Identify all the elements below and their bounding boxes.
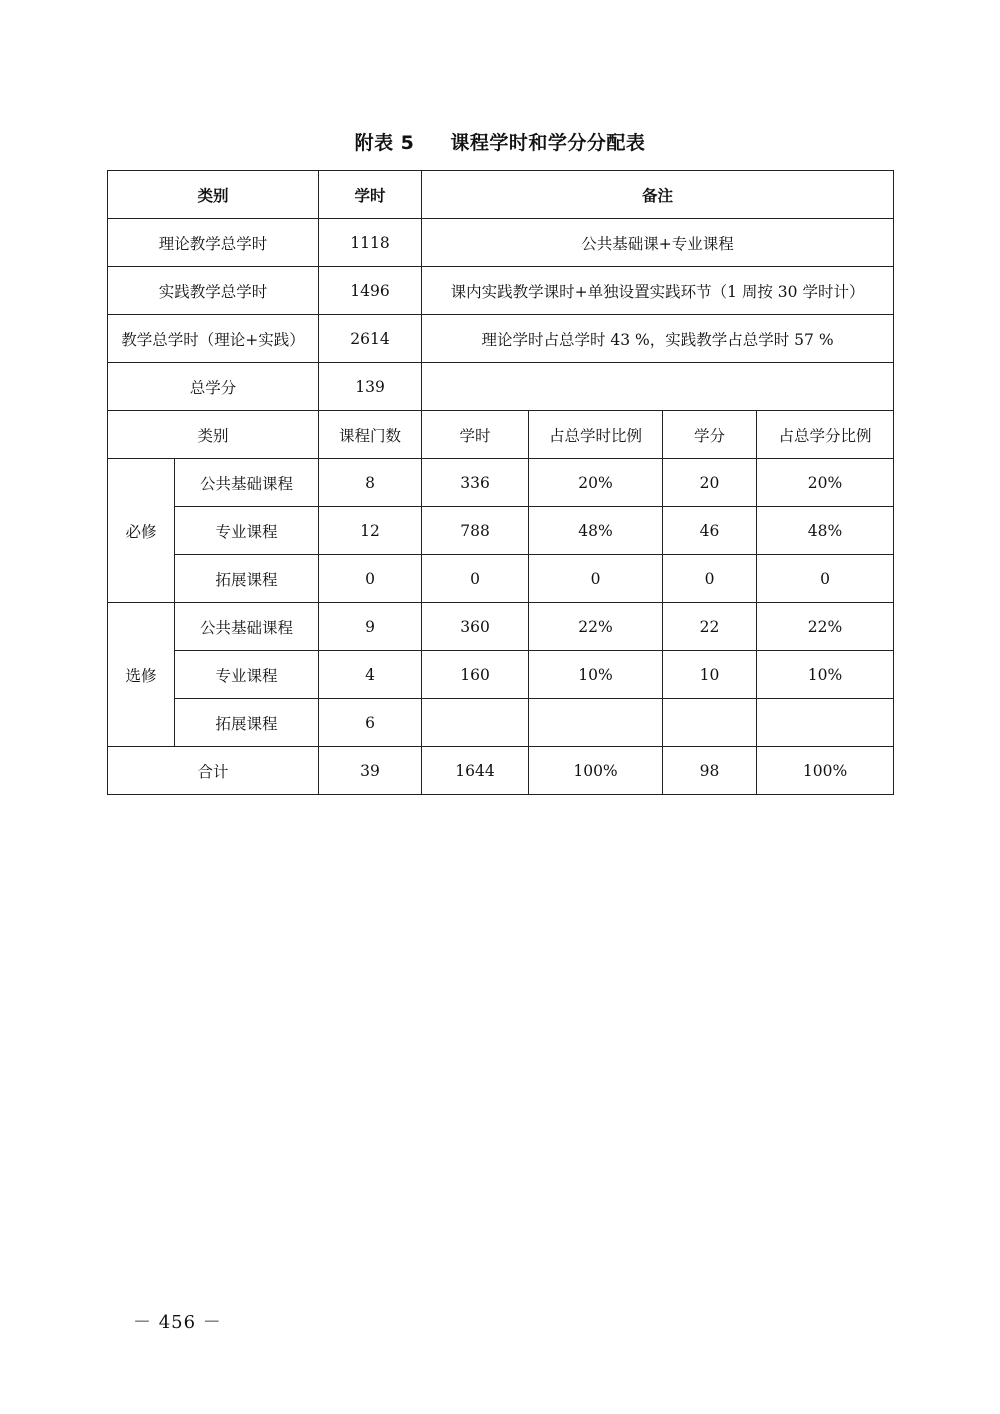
course-type: 公共基础课程 xyxy=(175,459,319,507)
detail-header-credits: 学分 xyxy=(663,411,757,459)
detail-row xyxy=(108,555,894,603)
summary-header-notes: 备注 xyxy=(422,171,894,219)
course-count: 12 xyxy=(319,507,422,555)
summary-note: 理论学时占总学时 43 %，实践教学占总学时 57 % xyxy=(422,315,894,363)
detail-header-category: 类别 xyxy=(108,411,319,459)
summary-header-hours: 学时 xyxy=(319,171,422,219)
course-hours: 788 xyxy=(422,507,529,555)
summary-note xyxy=(422,363,894,411)
summary-value: 1496 xyxy=(319,267,422,315)
course-hours-ratio xyxy=(529,699,663,747)
detail-row xyxy=(108,603,894,651)
group-label-required: 必修 xyxy=(108,459,175,603)
summary-header-row xyxy=(108,171,894,219)
total-count: 39 xyxy=(319,747,422,795)
detail-header-hours-ratio: 占总学时比例 xyxy=(529,411,663,459)
summary-row xyxy=(108,315,894,363)
detail-row xyxy=(108,651,894,699)
course-hours-ratio: 48% xyxy=(529,507,663,555)
course-credits xyxy=(663,699,757,747)
summary-value: 1118 xyxy=(319,219,422,267)
summary-row xyxy=(108,219,894,267)
course-type: 专业课程 xyxy=(175,651,319,699)
detail-row xyxy=(108,459,894,507)
summary-note: 课内实践教学课时+单独设置实践环节（1 周按 30 学时计） xyxy=(422,267,894,315)
detail-header-row xyxy=(108,411,894,459)
course-count: 6 xyxy=(319,699,422,747)
course-hours: 336 xyxy=(422,459,529,507)
total-row xyxy=(108,747,894,795)
summary-label: 理论教学总学时 xyxy=(108,219,319,267)
summary-value: 2614 xyxy=(319,315,422,363)
course-credits: 46 xyxy=(663,507,757,555)
table-title-text: 课程学时和学分分配表 xyxy=(450,132,646,154)
total-label: 合计 xyxy=(108,747,319,795)
course-hours: 160 xyxy=(422,651,529,699)
detail-header-hours: 学时 xyxy=(422,411,529,459)
course-hours: 360 xyxy=(422,603,529,651)
course-type: 拓展课程 xyxy=(175,699,319,747)
course-credits-ratio: 0 xyxy=(757,555,894,603)
total-hours-ratio: 100% xyxy=(529,747,663,795)
summary-row xyxy=(108,267,894,315)
course-credits-ratio: 20% xyxy=(757,459,894,507)
total-credits-ratio: 100% xyxy=(757,747,894,795)
table-title xyxy=(0,128,1000,155)
course-credits: 10 xyxy=(663,651,757,699)
summary-value: 139 xyxy=(319,363,422,411)
total-credits: 98 xyxy=(663,747,757,795)
course-credits-ratio: 10% xyxy=(757,651,894,699)
summary-header-category: 类别 xyxy=(108,171,319,219)
summary-row xyxy=(108,363,894,411)
course-type: 拓展课程 xyxy=(175,555,319,603)
summary-label: 教学总学时（理论+实践） xyxy=(108,315,319,363)
course-count: 9 xyxy=(319,603,422,651)
table-title-prefix: 附表 5 xyxy=(354,132,415,154)
course-credits: 20 xyxy=(663,459,757,507)
summary-label: 实践教学总学时 xyxy=(108,267,319,315)
summary-label: 总学分 xyxy=(108,363,319,411)
course-credits: 22 xyxy=(663,603,757,651)
course-hours-ratio: 10% xyxy=(529,651,663,699)
course-count: 0 xyxy=(319,555,422,603)
page-number: － 456 － xyxy=(133,1312,222,1333)
course-credits-ratio: 22% xyxy=(757,603,894,651)
course-hours-ratio: 0 xyxy=(529,555,663,603)
detail-header-credits-ratio: 占总学分比例 xyxy=(757,411,894,459)
course-credits-ratio xyxy=(757,699,894,747)
detail-row xyxy=(108,699,894,747)
course-count: 4 xyxy=(319,651,422,699)
course-hours: 0 xyxy=(422,555,529,603)
detail-row xyxy=(108,507,894,555)
course-hours-ratio: 22% xyxy=(529,603,663,651)
detail-header-course-count: 课程门数 xyxy=(319,411,422,459)
course-credits: 0 xyxy=(663,555,757,603)
course-allocation-table xyxy=(107,170,894,795)
course-type: 专业课程 xyxy=(175,507,319,555)
course-hours-ratio: 20% xyxy=(529,459,663,507)
course-hours xyxy=(422,699,529,747)
course-credits-ratio: 48% xyxy=(757,507,894,555)
summary-note: 公共基础课+专业课程 xyxy=(422,219,894,267)
group-label-elective: 选修 xyxy=(108,603,175,747)
total-hours: 1644 xyxy=(422,747,529,795)
course-count: 8 xyxy=(319,459,422,507)
course-type: 公共基础课程 xyxy=(175,603,319,651)
